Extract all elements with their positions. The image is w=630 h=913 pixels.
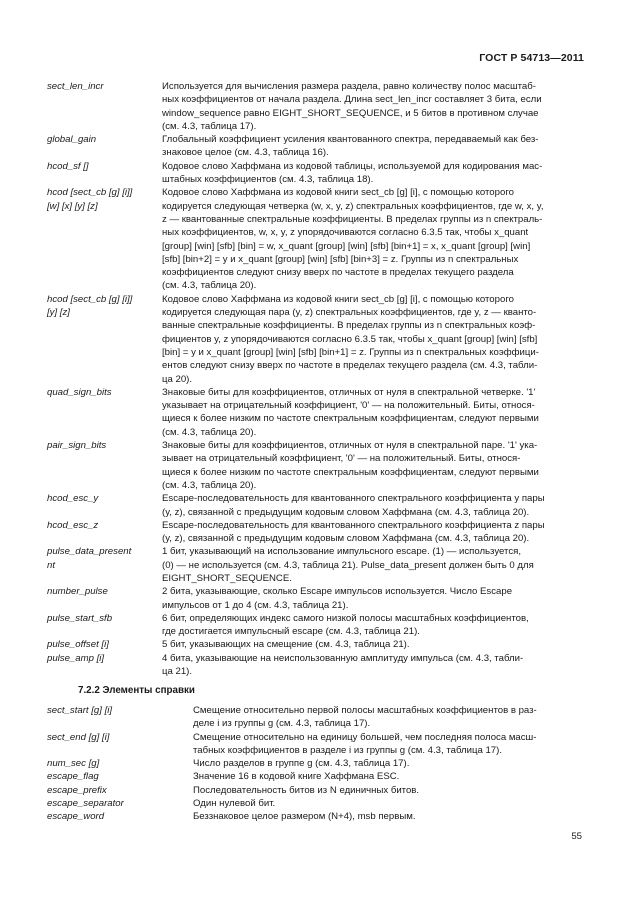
definition-entry — [47, 770, 583, 783]
definition-text — [162, 293, 583, 386]
term-line: escape_word — [47, 811, 105, 823]
definition-term — [47, 638, 162, 651]
term-line: hcod [sect_cb [g] [i]] — [47, 293, 133, 305]
text-line: Знаковые биты для коэффициентов, отличных от нуля в спектральной четверке. '1' — [162, 386, 536, 398]
text-line: ных коэффициентов от начала раздела. Длина sect_len_incr составляет 3 бита, если — [162, 94, 542, 106]
text-line: window_sequence равно EIGHT_SHORT_SEQUENCE, и 5 битов в противном случае — [162, 107, 539, 119]
text-line: ванные спектральные коэффициенты. В пределах группы из n спектральных коэф- — [162, 320, 536, 332]
definition-entry — [47, 652, 583, 679]
term-line: hcod_esc_z — [47, 519, 99, 531]
text-line: Беззнаковое целое размером (N+4), msb первым. — [193, 811, 416, 823]
page-number: 55 — [571, 831, 582, 842]
definition-text — [162, 585, 583, 612]
text-line: Escape-последовательность для квантованного спектрального коэффициента y пары — [162, 493, 545, 505]
term-line: hcod_esc_y — [47, 493, 99, 505]
text-line: указывает на отрицательный коэффициент, '0' — на положительный. Биты, относя- — [162, 400, 535, 412]
text-line: 2 бита, указывающие, сколько Escape импульсов используется. Число Escape — [162, 586, 513, 598]
definition-text — [162, 160, 583, 187]
text-line: щиеся к более низким по частоте спектральным коэффициентам, следуют первыми — [162, 413, 539, 425]
term-line: nt — [47, 559, 56, 571]
definition-text — [162, 386, 583, 439]
text-line: знаковое целое (см. 4.3, таблица 16). — [162, 147, 329, 159]
text-line: Смещение относительно на единицу большей, чем последняя полоса масш- — [193, 731, 537, 743]
definition-text — [162, 80, 583, 133]
text-line: Один нулевой бит. — [193, 798, 276, 810]
definition-entry — [47, 797, 583, 810]
text-line: (y, z), связанной с предыдущим кодовым словом Хаффмана (см. 4.3, таблица 20). — [162, 533, 530, 545]
standard-header: ГОСТ Р 54713—2011 — [479, 52, 584, 64]
text-line: z — квантованные спектральные коэффициенты. В пределах группы из n спектраль- — [162, 213, 543, 225]
text-line: 4 бита, указывающие на неиспользованную амплитуду импульса (см. 4.3, табли- — [162, 652, 524, 664]
definition-text — [162, 652, 583, 679]
section-heading: 7.2.2 Элементы справки — [78, 685, 195, 696]
definition-term — [47, 770, 193, 783]
definition-entry — [47, 293, 583, 386]
definition-term — [47, 293, 162, 386]
definition-term — [47, 439, 162, 492]
term-line: hcod_sf [] — [47, 160, 89, 172]
definition-term — [47, 519, 162, 546]
term-line: pulse_amp [i] — [47, 652, 105, 664]
definition-text — [193, 784, 583, 797]
text-line: (y, z), связанной с предыдущим кодовым словом Хаффмана (см. 4.3, таблица 20). — [162, 506, 530, 518]
definition-entry — [47, 757, 583, 770]
term-line: pulse_offset [i] — [47, 639, 109, 651]
term-line: sect_end [g] [i] — [47, 731, 110, 743]
term-line: num_sec [g] — [47, 758, 100, 770]
definition-text — [193, 770, 583, 783]
text-line: деле i из группы g (см. 4.3, таблица 17). — [193, 718, 371, 730]
definition-text — [162, 439, 583, 492]
definition-term — [47, 731, 193, 758]
definition-list-main — [47, 80, 583, 678]
term-line: quad_sign_bits — [47, 386, 112, 398]
definition-text — [193, 797, 583, 810]
definition-text — [162, 519, 583, 546]
term-line: hcod [sect_cb [g] [i]] — [47, 187, 133, 199]
text-line: зывает на отрицательный коэффициент, '0' — на положительный. Биты, относя- — [162, 453, 521, 465]
text-line: Кодовое слово Хаффмана из кодовой таблицы, используемой для кодирования мас- — [162, 160, 543, 172]
term-line: pulse_start_sfb — [47, 612, 113, 624]
definition-entry — [47, 784, 583, 797]
definition-term — [47, 757, 193, 770]
definition-entry — [47, 160, 583, 187]
text-line: Используется для вычисления размера раздела, равно количеству полос масштаб- — [162, 81, 536, 92]
text-line: Число разделов в группе g (см. 4.3, таблица 17). — [193, 758, 410, 770]
text-line: щиеся к более низким по частоте спектральным коэффициентам, следуют первыми — [162, 466, 539, 478]
text-line: ентов следуют снизу вверх по частоте в пределах текущего раздела (см. 4.3, табли- — [162, 360, 538, 372]
definition-entry — [47, 133, 583, 160]
term-line: pulse_data_present — [47, 546, 132, 558]
definition-entry — [47, 585, 583, 612]
text-line: коэффициентов следуют снизу вверх по частоте в пределах текущего раздела — [162, 267, 514, 279]
definition-term — [47, 186, 162, 292]
text-line: ца 20). — [162, 373, 193, 385]
text-line: где достигается импульсный escape (см. 4.3, таблица 21). — [162, 626, 420, 638]
definition-entry — [47, 439, 583, 492]
definition-entry — [47, 810, 583, 823]
definition-term — [47, 704, 193, 731]
text-line: [sfb] [bin+2] = y и x_quant [group] [win] [sfb] [bin+3] = z. Группы из n спектральных — [162, 253, 519, 265]
text-line: (0) — не используется (см. 4.3, таблица 21). Pulse_data_present должен быть 0 для — [162, 559, 534, 571]
term-line: pair_sign_bits — [47, 440, 107, 452]
term-line: escape_flag — [47, 771, 99, 783]
definition-text — [162, 492, 583, 519]
definition-term — [47, 652, 162, 679]
text-line: Escape-последовательность для квантованного спектрального коэффициента z пары — [162, 519, 545, 531]
term-line: [y] [z] — [47, 307, 70, 319]
text-line: 1 бит, указывающий на использование импульсного escape. (1) — используется, — [162, 546, 522, 558]
definition-term — [47, 797, 193, 810]
definition-term — [47, 133, 162, 160]
definition-list-references — [47, 704, 583, 824]
definition-text — [162, 638, 583, 651]
text-line: 5 бит, указывающих на смещение (см. 4.3, таблица 21). — [162, 639, 410, 651]
term-line: [w] [x] [y] [z] — [47, 200, 98, 212]
definition-term — [47, 810, 193, 823]
definition-entry — [47, 704, 583, 731]
text-line: Последовательность битов из N единичных битов. — [193, 784, 420, 796]
text-line: EIGHT_SHORT_SEQUENCE. — [162, 572, 292, 584]
text-line: ца 21). — [162, 666, 193, 678]
text-line: [group] [win] [sfb] [bin] = w, x_quant [group] [win] [sfb] [bin+1] = x, x_quant [group] [win] — [162, 240, 531, 252]
text-line: Смещение относительно первой полосы масштабных коэффициентов в раз- — [193, 705, 537, 716]
text-line: [bin] = y и x_quant [group] [win] [sfb] [bin+1] = z. Группы из n спектральных коэффици- — [162, 346, 539, 358]
term-line: escape_prefix — [47, 784, 107, 796]
definition-text — [162, 612, 583, 639]
definition-term — [47, 386, 162, 439]
text-line: кодируется следующая пара (y, z) спектральных коэффициентов, где y, z — кванто- — [162, 307, 537, 319]
definition-entry — [47, 80, 583, 133]
text-line: Знаковые биты для коэффициентов, отличных от нуля в спектральной паре. '1' ука- — [162, 440, 538, 452]
text-line: ных коэффициентов, w, x, y, z упорядочиваются согласно 6.3.5 так, чтобы x_quant — [162, 227, 529, 239]
text-line: Глобальный коэффициент усиления квантованного спектра, передаваемый как без- — [162, 134, 539, 146]
definition-entry — [47, 545, 583, 585]
text-line: (см. 4.3, таблица 20). — [162, 426, 257, 438]
definition-term — [47, 492, 162, 519]
term-line: sect_len_incr — [47, 81, 104, 92]
term-line: sect_start [g] [i] — [47, 705, 113, 716]
text-line: Кодовое слово Хаффмана из кодовой книги sect_cb [g] [i], с помощью которого — [162, 293, 514, 305]
definition-term — [47, 612, 162, 639]
text-line: Кодовое слово Хаффмана из кодовой книги sect_cb [g] [i], с помощью которого — [162, 187, 514, 199]
definition-text — [193, 704, 583, 731]
definition-term — [47, 160, 162, 187]
text-line: кодируется следующая четверка (w, x, y, z) спектральных коэффициентов, где w, x, y, — [162, 200, 544, 212]
text-line: (см. 4.3, таблица 17). — [162, 120, 257, 132]
text-line: импульсов от 1 до 4 (см. 4.3, таблица 21). — [162, 599, 349, 611]
definition-entry — [47, 492, 583, 519]
text-line: (см. 4.3, таблица 20). — [162, 479, 257, 491]
definition-text — [193, 757, 583, 770]
definition-entry — [47, 731, 583, 758]
text-line: 6 бит, определяющих индекс самого низкой полосы масштабных коэффициентов, — [162, 612, 529, 624]
definition-entry — [47, 519, 583, 546]
definition-entry — [47, 638, 583, 651]
definition-text — [162, 545, 583, 585]
definition-text — [162, 186, 583, 292]
definition-term — [47, 585, 162, 612]
definition-entry — [47, 612, 583, 639]
text-line: фициентов y, z упорядочиваются согласно 6.3.5 так, чтобы x_quant [group] [win] [sfb] — [162, 333, 538, 345]
definition-text — [162, 133, 583, 160]
term-line: global_gain — [47, 134, 97, 146]
text-line: штабных коэффициентов (см. 4.3, таблица 18). — [162, 174, 374, 186]
term-line: number_pulse — [47, 586, 108, 598]
definition-entry — [47, 386, 583, 439]
text-line: Значение 16 в кодовой книге Хаффмана ESC. — [193, 771, 400, 783]
text-line: (см. 4.3, таблица 20). — [162, 280, 257, 292]
definition-term — [47, 545, 162, 585]
definition-text — [193, 731, 583, 758]
definition-entry — [47, 186, 583, 292]
text-line: табных коэффициентов в разделе i из группы g (см. 4.3, таблица 17). — [193, 744, 503, 756]
term-line: escape_separator — [47, 798, 124, 810]
definition-term — [47, 784, 193, 797]
definition-term — [47, 80, 162, 133]
definition-text — [193, 810, 583, 823]
